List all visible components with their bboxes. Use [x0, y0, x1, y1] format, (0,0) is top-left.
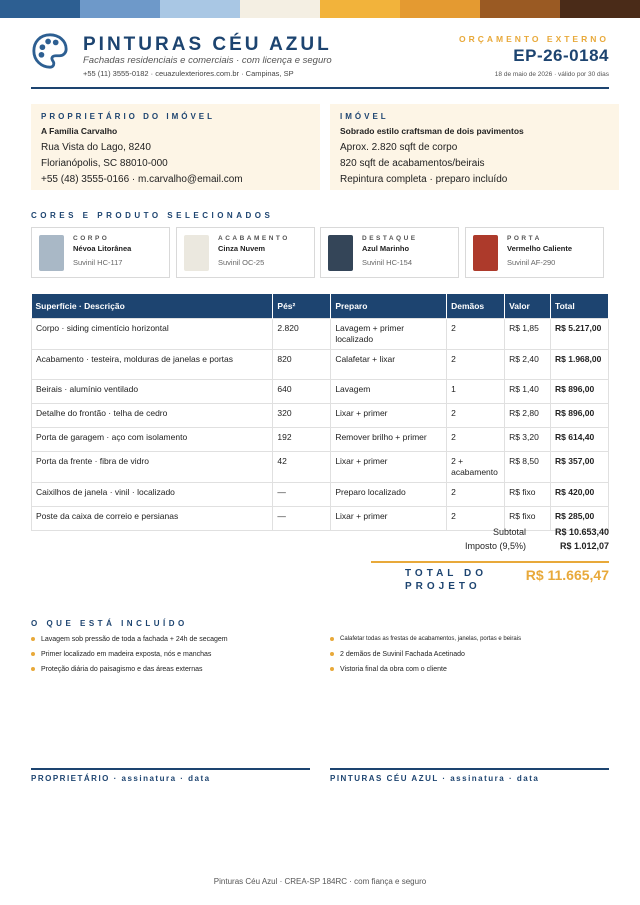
table-cell: 1 [447, 379, 505, 403]
owner-contact: +55 (48) 3555-0166 · m.carvalho@email.com [41, 174, 243, 185]
table-cell: — [273, 506, 331, 530]
table-cell: Porta da frente · fibra de vidro [32, 451, 273, 482]
table-cell: Corpo · siding cimentício horizontal [32, 318, 273, 349]
quote-number: EP-26-0184 [513, 46, 609, 65]
table-row [32, 318, 609, 349]
table-cell: 2 [447, 482, 505, 506]
owner-signature-line[interactable] [31, 768, 310, 770]
color-chip [328, 235, 353, 271]
swatch-color-name: Cinza Nuvem [218, 244, 266, 253]
table-cell: R$ 3,20 [505, 427, 551, 451]
table-cell-total: R$ 614,40 [551, 427, 609, 451]
swatch-card-accent [320, 227, 459, 278]
table-cell: 2.820 [273, 318, 331, 349]
paint-palette-icon [31, 32, 69, 70]
total-divider [371, 561, 609, 563]
tax-label: Imposto (9,5%) [464, 541, 526, 551]
property-line-1: Aprox. 2.820 sqft de corpo [340, 142, 458, 153]
table-cell: 2 [447, 349, 505, 379]
bullet-dot [330, 667, 334, 671]
table-cell: Lavagem + primer localizado [331, 318, 447, 349]
color-chip [473, 235, 498, 271]
table-cell: Detalhe do frontão · telha de cedro [32, 403, 273, 427]
swatch-role: DESTAQUE [362, 235, 418, 242]
table-cell-total: R$ 1.968,00 [551, 349, 609, 379]
bullet-dot [31, 652, 35, 656]
property-panel [330, 104, 619, 190]
table-cell: Acabamento · testeira, molduras de janelas e portas [32, 349, 273, 379]
table-row [32, 427, 609, 451]
owner-address-line-1: Rua Vista do Lago, 8240 [41, 142, 151, 153]
column-header: Preparo [331, 294, 447, 318]
list-item [330, 636, 620, 644]
swatch-color-name: Névoa Litorânea [73, 244, 132, 253]
table-cell: R$ 1,40 [505, 379, 551, 403]
brand-name: PINTURAS CÉU AZUL [83, 34, 332, 55]
document-header [31, 30, 609, 90]
list-item-text: Proteção diária do paisagismo e das áreas externas [41, 666, 203, 673]
table-cell: 820 [273, 349, 331, 379]
table-cell: Lixar + primer [331, 451, 447, 482]
owner-panel-title: PROPRIETÁRIO DO IMÓVEL [41, 112, 216, 121]
table-cell: 2 [447, 403, 505, 427]
colors-section-title: CORES E PRODUTO SELECIONADOS [31, 211, 274, 220]
table-cell: Caixilhos de janela · vinil · localizado [32, 482, 273, 506]
swatch-role: PORTA [507, 235, 542, 242]
color-bar-segment [160, 0, 240, 18]
table-cell: Lixar + primer [331, 403, 447, 427]
line-items-table [31, 294, 609, 531]
quote-label: ORÇAMENTO EXTERNO [458, 34, 609, 44]
list-item-text: Vistoria final da obra com o cliente [340, 666, 447, 673]
property-line-2: 820 sqft de acabamentos/beirais [340, 158, 485, 169]
brand-tagline: Fachadas residenciais e comerciais · com licença e seguro [83, 55, 332, 66]
column-header: Superfície · Descrição [32, 294, 273, 318]
column-header: Demãos [447, 294, 505, 318]
table-cell: Beirais · alumínio ventilado [32, 379, 273, 403]
list-item [31, 636, 311, 644]
owner-signature-label: PROPRIETÁRIO · assinatura · data [31, 774, 211, 783]
owner-panel [31, 104, 320, 190]
swatch-card-trim [176, 227, 315, 278]
color-bar-segment [560, 0, 640, 18]
grand-total-label [405, 568, 487, 593]
swatch-color-code: Suvinil HC-154 [362, 258, 413, 267]
table-cell: 2 [447, 506, 505, 530]
color-bar-segment [480, 0, 560, 18]
table-cell-total: R$ 420,00 [551, 482, 609, 506]
swatch-card-door [465, 227, 604, 278]
property-description: Sobrado estilo craftsman de dois pavimentos [340, 126, 524, 136]
table-cell-total: R$ 357,00 [551, 451, 609, 482]
swatch-color-code: Suvinil AF-290 [507, 258, 556, 267]
list-item-text: Calafetar todas as frestas de acabamentos, janelas, portas e beirais [340, 636, 522, 642]
table-cell: — [273, 482, 331, 506]
header-divider [31, 87, 609, 89]
color-chip [39, 235, 64, 271]
list-item [31, 651, 311, 659]
table-row [32, 482, 609, 506]
table-cell: 192 [273, 427, 331, 451]
color-bar-segment [80, 0, 160, 18]
table-cell: 640 [273, 379, 331, 403]
grand-total-label-line-2: PROJETO [405, 580, 481, 592]
table-cell-total: R$ 285,00 [551, 506, 609, 530]
tax-value: R$ 1.012,07 [559, 541, 609, 551]
grand-total-value: R$ 11.665,47 [525, 567, 609, 583]
table-cell: 2 [447, 427, 505, 451]
table-cell: 2 + acabamento [447, 451, 505, 482]
table-cell: Poste da caixa de correio e persianas [32, 506, 273, 530]
table-header-row [32, 294, 609, 318]
table-cell-total: R$ 5.217,00 [551, 318, 609, 349]
bullet-dot [330, 652, 334, 656]
company-contact: +55 (11) 3555-0182 · ceuazulexteriores.com.br · Campinas, SP [83, 69, 294, 78]
table-cell: Lixar + primer [331, 506, 447, 530]
list-item [330, 666, 620, 674]
grand-total-label-line-1: TOTAL DO [405, 568, 487, 579]
column-header: Total [551, 294, 609, 318]
document-footer: Pinturas Céu Azul · CREA-SP 184RC · com fiança e seguro [213, 877, 427, 886]
table-cell: R$ 2,80 [505, 403, 551, 427]
list-item-text: 2 demãos de Suvinil Fachada Acetinado [340, 651, 465, 658]
table-cell-total: R$ 896,00 [551, 403, 609, 427]
table-cell-total: R$ 896,00 [551, 379, 609, 403]
company-signature-line[interactable] [330, 768, 609, 770]
owner-name: A Família Carvalho [41, 126, 118, 136]
included-section-title: O QUE ESTÁ INCLUÍDO [31, 619, 188, 628]
table-cell: R$ 8,50 [505, 451, 551, 482]
table-row [32, 403, 609, 427]
property-panel-title: IMÓVEL [340, 112, 389, 121]
list-item [330, 651, 620, 659]
table-cell: Remover brilho + primer [331, 427, 447, 451]
company-signature-label: PINTURAS CÉU AZUL · assinatura · data [330, 774, 540, 783]
subtotal-label: Subtotal [492, 527, 526, 537]
table-cell: Calafetar + lixar [331, 349, 447, 379]
included-list-right [330, 636, 620, 681]
swatch-role: ACABAMENTO [218, 235, 290, 242]
swatch-color-code: Suvinil OC-25 [218, 258, 265, 267]
table-row [32, 451, 609, 482]
bullet-dot [31, 667, 35, 671]
table-cell: 320 [273, 403, 331, 427]
color-chip [184, 235, 209, 271]
swatch-color-code: Suvinil HC-117 [73, 258, 123, 267]
column-header: Pés² [273, 294, 331, 318]
table-cell: R$ 2,40 [505, 349, 551, 379]
column-header: Valor [505, 294, 551, 318]
table-cell: Lavagem [331, 379, 447, 403]
table-cell: R$ 1,85 [505, 318, 551, 349]
swatch-role: CORPO [73, 235, 110, 242]
property-line-3: Repintura completa · preparo incluído [340, 174, 508, 185]
table-cell: 2 [447, 318, 505, 349]
swatch-color-name: Azul Marinho [362, 244, 410, 253]
quote-date: 18 de maio de 2026 · válido por 30 dias [494, 71, 609, 78]
color-bar-segment [0, 0, 80, 18]
table-row [32, 349, 609, 379]
included-list-left [31, 636, 311, 681]
table-cell: R$ fixo [505, 482, 551, 506]
swatch-card-body [31, 227, 170, 278]
color-bar [0, 0, 640, 18]
table-cell: R$ fixo [505, 506, 551, 530]
bullet-dot [31, 637, 35, 641]
swatch-color-name: Vermelho Caliente [507, 244, 573, 253]
bullet-dot [330, 637, 334, 641]
table-cell: Preparo localizado [331, 482, 447, 506]
list-item [31, 666, 311, 674]
owner-address-line-2: Florianópolis, SC 88010-000 [41, 158, 168, 169]
list-item-text: Primer localizado em madeira exposta, nós e manchas [41, 651, 212, 658]
list-item-text: Lavagem sob pressão de toda a fachada + 24h de secagem [41, 636, 228, 643]
table-cell: 42 [273, 451, 331, 482]
subtotal-value: R$ 10.653,40 [554, 527, 609, 537]
color-bar-segment [320, 0, 400, 18]
color-bar-segment [400, 0, 480, 18]
color-bar-segment [240, 0, 320, 18]
table-row [32, 379, 609, 403]
table-cell: Porta de garagem · aço com isolamento [32, 427, 273, 451]
